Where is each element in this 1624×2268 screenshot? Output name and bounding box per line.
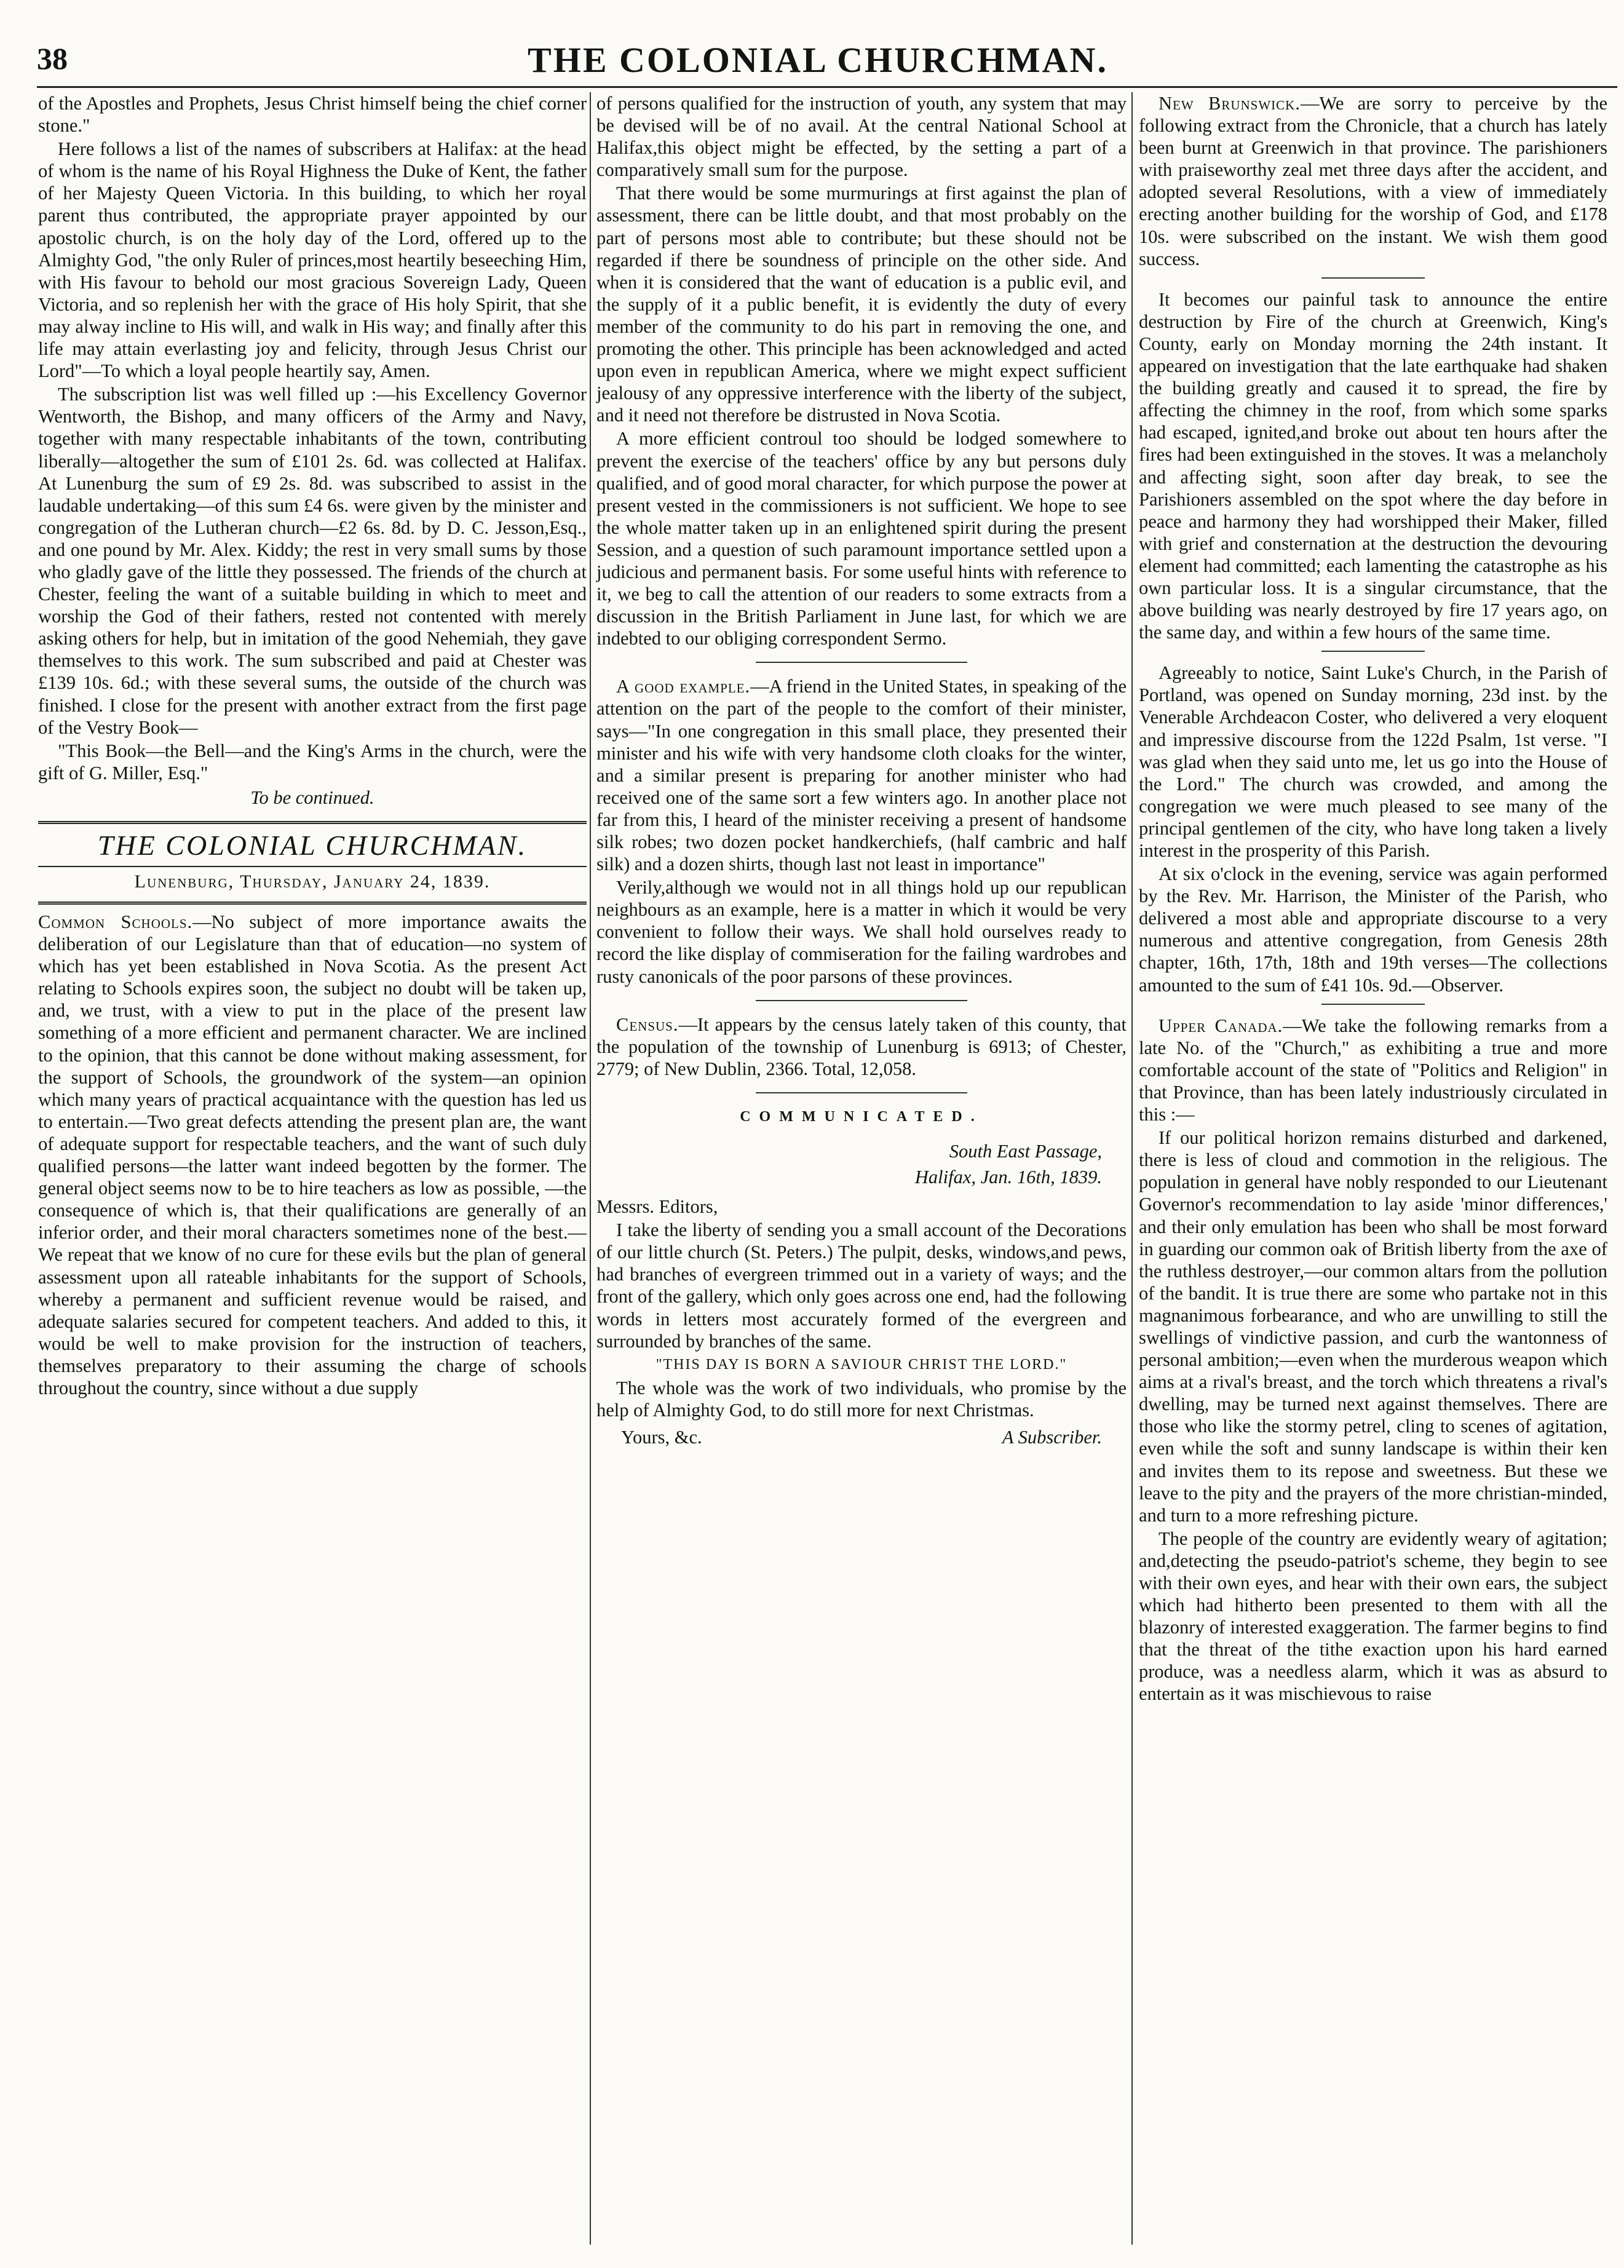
article-common-schools <box>38 911 587 1399</box>
paragraph: Agreeably to notice, Saint Luke's Church, in the Parish of Portland, was opened on Sunday morning, 23d inst. by the Venerable Archdeacon Coster, who delivered a very eloquent and impressive discourse from the 122d Psalm, 1st verse. "I was glad when they said unto me, let us go into the House of the Lord." The church was crowded, and among the congregation we were much pleased to see many of the principal gentlemen of the city, who have long taken a lively interest in the prosperity of this Parish. <box>1139 662 1607 861</box>
page-number: 38 <box>37 41 68 76</box>
column-1 <box>38 92 587 1400</box>
paragraph: The people of the country are evidently weary of agitation; and,detecting the pseudo-patriot's scheme, they begin to see with their own eyes, and hear with their own ears, the subject which had hitherto been presented to them with all the blazonry of interested exaggeration. The farmer begins to find that the threat of the tithe exaction upon his hard earned produce, was a needless alarm, which it was as absurd to entertain as it was mischievous to raise <box>1139 1528 1607 1705</box>
article-body: —We take the following remarks from a late No. of the "Church," as exhibiting a true and more comfortable account of the state of "Politics and Religion" in that Province, than has been lately industriously circulated in this :— <box>1139 1015 1608 1125</box>
article-body: —We are sorry to perceive by the following extract from the Chronicle, that a church has lately been burnt at Greenwich in that province. The parishioners with praiseworthy zeal met three days after the accident, and adopted several Resolutions, with a view of immediately erecting another building for the worship of God, and £178 10s. were subscribed on the instant. We wish them good success. <box>1139 93 1608 269</box>
article-body: —No subject of more importance awaits the deliberation of our Legislature than that of education—no system of which has yet been established in Nova Scotia. As the present Act relating to Schools expires soon, the subject no doubt will be taken up, and, we trust, with a view to put in the place of the present law something of a more efficient and permanent character. We are inclined to the opinion, that this cannot be done without making assessment, for the support of Schools, the groundwork of the system—an opinion which many years of practical acquaintance with the question has led us to entertain.—Two great defects attending the present plan are, the want of adequate support for respectable teachers, and the want of such duly qualified persons—the latter want indeed begotten by the former. The general object seems now to be to hire teachers as low as possible, —the consequence of which is, that their qualifications are generally of an inferior order, and their moral characters sometimes none of the best.—We repeat that we know of no cure for these evils but the plan of general assessment upon all rateable inhabitants for the support of Schools, whereby a permanent and sufficient revenue would be raised, and adequate salaries secured for competent teachers. And added to this, it would be well to make provision for the instruction of teachers, themselves preparatory to their assuming the charge of schools throughout the country, since without a due supply <box>38 911 587 1398</box>
column-rule <box>1131 92 1133 2245</box>
letter-date: Halifax, Jan. 16th, 1839. <box>914 1167 1102 1188</box>
article-lead: Common Schools. <box>38 911 193 932</box>
closing-signature: A Subscriber. <box>1002 1426 1102 1448</box>
article-lead: New Brunswick. <box>1159 93 1301 114</box>
paragraph: That there would be some murmurings at first against the plan of assessment, there can be little doubt, and that most probably on the part of persons most able to contribute; but these should not be regarded if there be soundness of principle on the other side. And when it is considered that the want of education is a public evil, and the supply of it a public benefit, it is evidently the duty of every member of the community to do his part in removing the one, and promoting the other. This principle has been acknowledged and acted upon even in republican America, where we might expect sufficient jealousy of any oppressive interference with the liberty of the subject, and it need not therefore be distrusted in Nova Scotia. <box>596 183 1127 426</box>
paragraph: A more efficient controul too should be lodged somewhere to prevent the exercise of the teachers' office by any but persons duly qualified, and of good moral character, for which purpose the power at present vested in the commissioners is not sufficient. We hope to see the whole matter taken up in an enlightened spirit during the present Session, and a question of such paramount importance settled upon a judicious and permanent basis. For some useful hints with reference to it, we beg to call the attention of our readers to some extracts from a discussion in the British Parliament in June last, for which we are indebted to our obliging correspondent Sermo. <box>596 428 1127 649</box>
paragraph: Verily,although we would not in all things hold up our republican neighbours as an example, here is a matter in which it would be very convenient to follow their ways. We shall hold ourselves ready to record the like display of commiseration for the failing wardrobes and rusty canonicals of the poor parsons of these provinces. <box>596 877 1127 987</box>
column-2 <box>596 92 1127 1448</box>
closing-left: Yours, &c. <box>621 1426 702 1448</box>
paragraph: If our political horizon remains disturbed and darkened, there is less of cloud and commotion in the religious. The population in general have nobly responded to our Lieutenant Governor's recommendation to lay aside 'minor differences,' and their only emulation has been who shall be most forward in guarding our common oak of British liberty from the axe of the ruthless destroyer,—our common altars from the pollution of the bandit. It is true there are some who partake not in this magnanimous forbearance, and who are unwilling to still the swellings of vindictive passion, and curb the wantonness of personal ambition;—even when the murderous weapon which aims at a rival's breast, and the torch which threatens a rival's dwelling, may be turned next against themselves. There are those who like the stormy petrel, cling to scenes of agitation, even while the soft and sunny landscape is within their ken and invites them to its repose and sweetness. But these we leave to the pity and the prayers of the more christian-minded, and turn to a more refreshing picture. <box>1139 1127 1607 1526</box>
paragraph: Here follows a list of the names of subscribers at Halifax: at the head of whom is the name of his Royal Highness the Duke of Kent, the father of her Majesty Queen Victoria. In this building, to which her royal parent thus contributed, the appropriate prayer appointed by our apostolic church, is on the holy day of the Lord, offered up to the Almighty God, "the only Ruler of princes,most heartily beseeching Him, with His favour to behold our most gracious Sovereign Lady, Queen Victoria, and so replenish her with the grace of His holy Spirit, that she may alway incline to His will, and walk in His way; and finally after this life may attain everlasting joy and felicity, through Jesus Christ our Lord"—To which a loyal people heartily say, Amen. <box>38 138 587 382</box>
column-rule <box>590 92 591 2245</box>
motto: "THIS DAY IS BORN A SAVIOUR CHRIST THE LORD." <box>656 1356 1067 1373</box>
article-body: —It appears by the census lately taken of this county, that the population of the township of Lunenburg is 6913; of Chester, 2779; of New Dublin, 2366. Total, 12,058. <box>596 1013 1127 1079</box>
paragraph: At six o'clock in the evening, service was again performed by the Rev. Mr. Harrison, the Minister of the Parish, who delivered a most able and appropriate discourse to a very numerous and attentive congregation, from Genesis 28th chapter, 16th, 17th, 18th and 19th verses—The collections amounted to the sum of £41 10s. 9d.—Observer. <box>1139 863 1607 996</box>
article-new-brunswick <box>1139 92 1607 270</box>
running-head <box>37 27 1599 89</box>
paper-title: THE COLONIAL CHURCHMAN. <box>528 40 1108 80</box>
paragraph: "This Book—the Bell—and the King's Arms in the church, were the gift of G. Miller, Esq." <box>38 740 587 783</box>
article-good-example <box>596 675 1127 875</box>
communicated-heading: COMMUNICATED. <box>740 1108 983 1125</box>
article-lead: A good example. <box>616 676 751 697</box>
paragraph: of the Apostles and Prophets, Jesus Christ himself being the chief corner stone." <box>38 93 587 137</box>
article-upper-canada <box>1139 1015 1607 1125</box>
letter-salutation: Messrs. Editors, <box>596 1196 718 1218</box>
article-body: —A friend in the United States, in speaking of the attention on the part of the people to the comfort of their minister, says—"In one congregation in this small place, they presented their minister and his wife with very handsome cloth cloaks for the winter, and a similar present is preparing for another minister who had received one of the same sort a few winters ago. In another place not far from this, I heard of the minister receiving a present of handsome silk robes; two dozen pocket handkerchiefs, (half cambric and half silk) and a dozen shirts, though last not least in importance" <box>596 676 1127 875</box>
paragraph: It becomes our painful task to announce the entire destruction by Fire of the church at Greenwich, King's County, early on Monday morning the 24th instant. It appeared on investigation that the late earthquake had shaken the building greatly and caused it to spread, the fire by affecting the chimney in the roof, from which some sparks had escaped, ignited,and broke out about ten hours after the fires had been extinguished in the stoves. It was a melancholy and affecting sight, soon after day break, to see the Parishioners assembled on the spot where the day before in peace and harmony they had worshipped their Maker, filled with grief and consternation at the destruction the devouring element had committed; each lamenting the catastrophe as his own particular loss. It is a singular circumstance, that the above building was nearly destroyed by fire 17 years ago, on the same day, and within a few hours of the same time. <box>1139 288 1607 643</box>
article-census <box>596 1013 1127 1080</box>
column-3 <box>1139 92 1607 1707</box>
head-rule <box>37 86 1617 88</box>
paragraph: I take the liberty of sending you a small account of the Decorations of our little church (St. Peters.) The pulpit, desks, windows,and pews, had branches of evergreen trimmed out in a variety of ways; and the front of the gallery, which only goes across one end, had the following words in letters most accurately formed of the evergreen and surrounded by branches of the same. <box>596 1219 1127 1352</box>
paragraph: The subscription list was well filled up :—his Excellency Governor Wentworth, the Bishop, and many officers of the Army and Navy, together with many respectable inhabitants of the town, contributing liberally—altogether the sum of £101 2s. 6d. was collected at Halifax. At Lunenburg the sum of £9 2s. 8d. was subscribed to assist in the laudable undertaking—of this sum £4 6s. were given by the minister and congregation of the Lutheran church—£2 6s. 8d. by D. C. Jesson,Esq., and one pound by Mr. Alex. Kiddy; the rest in very small sums by those who gladly gave of the little they possessed. The friends of the church at Chester, feeling the want of a suitable building in which to meet and worship the God of their fathers, rested not contented with merely asking others for help, but in imitation of the good Nehemiah, they gave themselves to this work. The sum subscribed and paid at Chester was £139 10s. 6d.; with these several sums, the outside of the church was finished. I close for the present with another extract from the first page of the Vestry Book— <box>38 384 587 738</box>
paragraph: of persons qualified for the instruction of youth, any system that may be devised will be of no avail. At the central National School at Halifax,this object might be effected, by the setting a part of a comparatively small sum for the purpose. <box>596 93 1127 181</box>
separator <box>756 1092 968 1093</box>
paragraph: The whole was the work of two individuals, who promise by the help of Almighty God, to do still more for next Christmas. <box>596 1377 1127 1421</box>
dateline: Lunenburg, Thursday, January 24, 1839. <box>134 871 491 892</box>
separator <box>756 662 968 663</box>
article-lead: Upper Canada. <box>1159 1015 1283 1036</box>
separator <box>1321 277 1425 279</box>
separator <box>756 1000 968 1001</box>
masthead <box>38 821 587 905</box>
letter-place: South East Passage, <box>949 1141 1102 1162</box>
continued-note: To be continued. <box>250 787 374 808</box>
separator <box>1321 1004 1425 1005</box>
article-lead: Census. <box>616 1013 679 1035</box>
letter-closing <box>596 1422 1127 1448</box>
separator <box>1321 651 1425 652</box>
masthead-title: THE COLONIAL CHURCHMAN. <box>38 828 587 867</box>
